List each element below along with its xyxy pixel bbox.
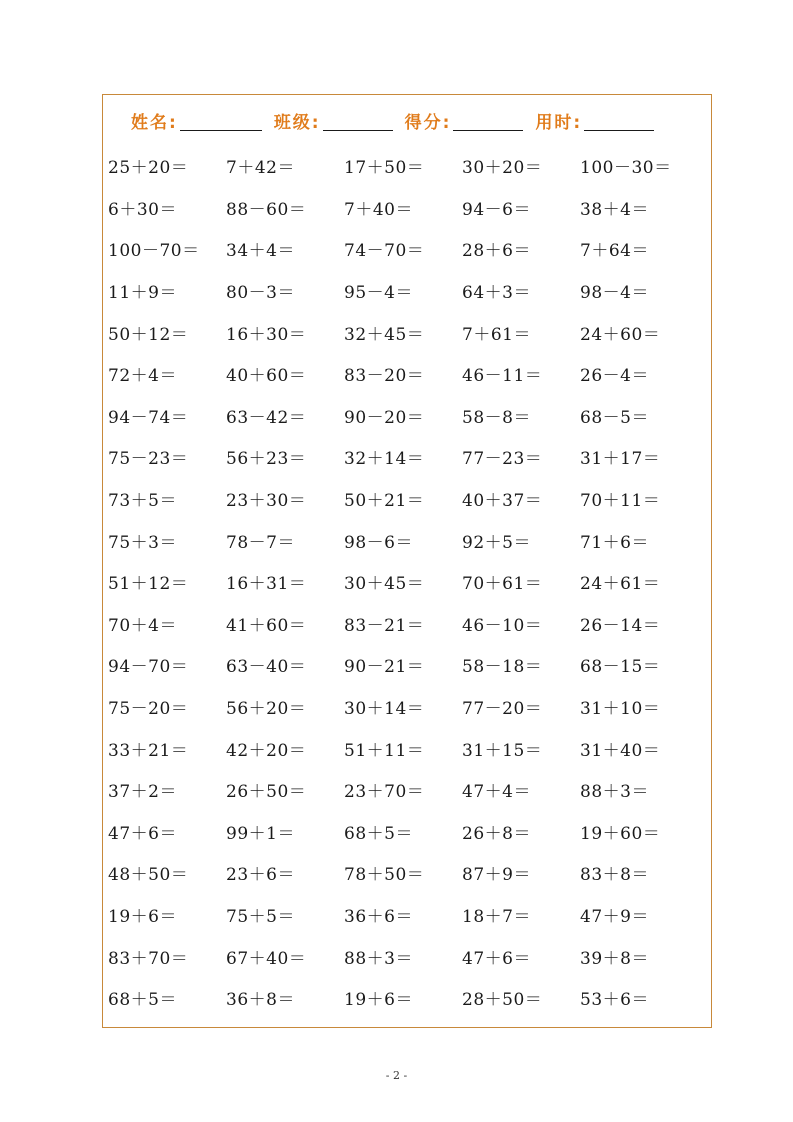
problem-item: 23＋70＝ — [344, 782, 425, 803]
problem-item: 58－18＝ — [462, 657, 543, 678]
problem-item: 11＋9＝ — [108, 283, 177, 304]
problem-item: 47＋4＝ — [462, 782, 531, 803]
problem-item: 88＋3＝ — [580, 782, 649, 803]
problem-item: 67＋40＝ — [226, 948, 307, 969]
problem-item: 72＋4＝ — [108, 366, 177, 387]
problem-row — [108, 519, 708, 561]
problem-item: 68－5＝ — [580, 407, 649, 428]
problem-item: 68＋5＝ — [108, 990, 177, 1011]
time-field — [535, 108, 654, 133]
problem-item: 26－4＝ — [580, 366, 649, 387]
problem-item: 40＋37＝ — [462, 491, 543, 512]
problem-item: 39＋8＝ — [580, 948, 649, 969]
problem-item: 38＋4＝ — [580, 199, 649, 220]
problem-row — [108, 935, 708, 977]
problem-item: 30＋14＝ — [344, 699, 425, 720]
problem-item: 31＋40＝ — [580, 740, 661, 761]
problem-item: 36＋6＝ — [344, 906, 413, 927]
problem-item: 99＋1＝ — [226, 823, 295, 844]
problem-row — [108, 311, 708, 353]
problem-item: 18＋7＝ — [462, 906, 531, 927]
problem-row — [108, 145, 708, 187]
problem-item: 7＋64＝ — [580, 241, 649, 262]
problem-row — [108, 436, 708, 478]
problem-item: 24＋60＝ — [580, 324, 661, 345]
problem-row — [108, 894, 708, 936]
problem-item: 70＋61＝ — [462, 574, 543, 595]
problem-item: 77－20＝ — [462, 699, 543, 720]
problem-item: 48＋50＝ — [108, 865, 189, 886]
problem-row — [108, 187, 708, 229]
problem-row — [108, 270, 708, 312]
problem-item: 47＋9＝ — [580, 906, 649, 927]
problem-item: 90－21＝ — [344, 657, 425, 678]
problem-item: 98－6＝ — [344, 532, 413, 553]
score-field — [405, 108, 524, 133]
problem-item: 17＋50＝ — [344, 158, 425, 179]
problem-item: 53＋6＝ — [580, 990, 649, 1011]
worksheet-frame — [102, 94, 712, 1028]
problem-row — [108, 478, 708, 520]
problem-item: 83＋70＝ — [108, 948, 189, 969]
problem-item: 7＋42＝ — [226, 158, 295, 179]
problem-item: 83＋8＝ — [580, 865, 649, 886]
problem-item: 70＋11＝ — [580, 491, 661, 512]
problem-item: 100－30＝ — [580, 158, 672, 179]
problem-item: 75－20＝ — [108, 699, 189, 720]
problem-item: 31＋15＝ — [462, 740, 543, 761]
problem-row — [108, 727, 708, 769]
problem-item: 94－70＝ — [108, 657, 189, 678]
problem-item: 95－4＝ — [344, 283, 413, 304]
problem-item: 26＋50＝ — [226, 782, 307, 803]
problem-row — [108, 603, 708, 645]
problem-item: 34＋4＝ — [226, 241, 295, 262]
problem-row — [108, 852, 708, 894]
problem-item: 100－70＝ — [108, 241, 200, 262]
problem-item: 26＋8＝ — [462, 823, 531, 844]
time-blank[interactable] — [584, 129, 654, 131]
problem-item: 51＋11＝ — [344, 740, 425, 761]
problem-item: 94－6＝ — [462, 199, 531, 220]
problem-item: 46－11＝ — [462, 366, 543, 387]
problem-item: 26－14＝ — [580, 615, 661, 636]
problem-item: 87＋9＝ — [462, 865, 531, 886]
problem-item: 7＋61＝ — [462, 324, 531, 345]
problem-item: 31＋10＝ — [580, 699, 661, 720]
problem-item: 23＋30＝ — [226, 491, 307, 512]
problem-item: 19＋60＝ — [580, 823, 661, 844]
problem-item: 88－60＝ — [226, 199, 307, 220]
problem-row — [108, 561, 708, 603]
class-label: 班级: — [273, 113, 321, 133]
problem-item: 23＋6＝ — [226, 865, 295, 886]
problem-item: 47＋6＝ — [108, 823, 177, 844]
problem-row — [108, 228, 708, 270]
problem-item: 58－8＝ — [462, 407, 531, 428]
problem-item: 41＋60＝ — [226, 615, 307, 636]
problem-item: 7＋40＝ — [344, 199, 413, 220]
problem-item: 28＋6＝ — [462, 241, 531, 262]
problem-row — [108, 353, 708, 395]
problem-item: 32＋14＝ — [344, 449, 425, 470]
problem-item: 83－20＝ — [344, 366, 425, 387]
problem-item: 50＋21＝ — [344, 491, 425, 512]
problem-item: 36＋8＝ — [226, 990, 295, 1011]
problem-item: 37＋2＝ — [108, 782, 177, 803]
problem-item: 77－23＝ — [462, 449, 543, 470]
problem-item: 19＋6＝ — [108, 906, 177, 927]
problem-item: 74－70＝ — [344, 241, 425, 262]
problem-item: 28＋50＝ — [462, 990, 543, 1011]
problem-row — [108, 977, 708, 1019]
name-label: 姓名: — [131, 113, 178, 133]
problem-item: 83－21＝ — [344, 615, 425, 636]
problem-item: 90－20＝ — [344, 407, 425, 428]
problem-item: 88＋3＝ — [344, 948, 413, 969]
score-blank[interactable] — [453, 129, 523, 131]
problem-item: 25＋20＝ — [108, 158, 189, 179]
problem-row — [108, 769, 708, 811]
problem-item: 46－10＝ — [462, 615, 543, 636]
score-label: 得分: — [404, 113, 452, 133]
problem-item: 80－3＝ — [226, 283, 295, 304]
problem-item: 98－4＝ — [580, 283, 649, 304]
problem-item: 70＋4＝ — [108, 615, 177, 636]
problem-item: 24＋61＝ — [580, 574, 661, 595]
problem-item: 68－15＝ — [580, 657, 661, 678]
problem-item: 68＋5＝ — [344, 823, 413, 844]
time-label: 用时: — [535, 113, 583, 133]
problem-row — [108, 811, 708, 853]
page-number: - 2 - — [385, 1069, 408, 1082]
problem-item: 30＋20＝ — [462, 158, 543, 179]
problem-item: 75＋5＝ — [226, 906, 295, 927]
class-field — [274, 108, 393, 133]
problem-item: 40＋60＝ — [226, 366, 307, 387]
problem-item: 42＋20＝ — [226, 740, 307, 761]
problem-item: 33＋21＝ — [108, 740, 189, 761]
problem-item: 64＋3＝ — [462, 283, 531, 304]
problem-item: 30＋45＝ — [344, 574, 425, 595]
problem-item: 56＋20＝ — [226, 699, 307, 720]
problem-item: 92＋5＝ — [462, 532, 531, 553]
problem-item: 75－23＝ — [108, 449, 189, 470]
problem-item: 31＋17＝ — [580, 449, 661, 470]
name-blank[interactable] — [180, 129, 262, 131]
worksheet-header — [131, 107, 666, 133]
problem-row — [108, 395, 708, 437]
problem-item: 78－7＝ — [226, 532, 295, 553]
problem-item: 19＋6＝ — [344, 990, 413, 1011]
problem-item: 75＋3＝ — [108, 532, 177, 553]
problem-item: 63－40＝ — [226, 657, 307, 678]
problem-item: 94－74＝ — [108, 407, 189, 428]
problem-item: 71＋6＝ — [580, 532, 649, 553]
problem-item: 16＋30＝ — [226, 324, 307, 345]
problem-item: 16＋31＝ — [226, 574, 307, 595]
problem-item: 51＋12＝ — [108, 574, 189, 595]
name-field — [131, 108, 262, 133]
problem-grid — [108, 145, 708, 1018]
problem-row — [108, 686, 708, 728]
problem-item: 50＋12＝ — [108, 324, 189, 345]
problem-item: 6＋30＝ — [108, 199, 177, 220]
problem-row — [108, 644, 708, 686]
problem-item: 73＋5＝ — [108, 491, 177, 512]
problem-item: 78＋50＝ — [344, 865, 425, 886]
problem-item: 56＋23＝ — [226, 449, 307, 470]
problem-item: 32＋45＝ — [344, 324, 425, 345]
problem-item: 47＋6＝ — [462, 948, 531, 969]
class-blank[interactable] — [323, 129, 393, 131]
problem-item: 63－42＝ — [226, 407, 307, 428]
